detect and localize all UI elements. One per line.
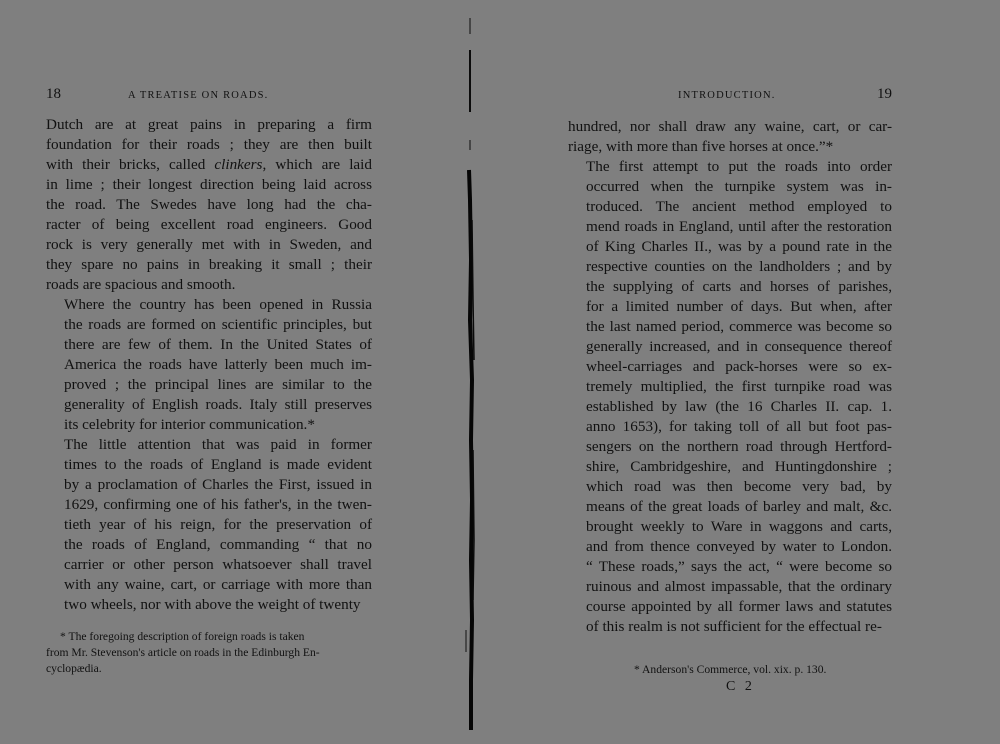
text-line: anno 1653), for taking toll of all but foot pas- <box>586 418 892 435</box>
running-head: A TREATISE ON ROADS. <box>128 90 269 101</box>
text-line: carrier or other person whatsoever shall travel <box>64 556 372 573</box>
text-line: hundred, nor shall draw any waine, cart, or car- <box>568 118 892 135</box>
text-line: the supplying of carts and horses of parishes, <box>586 278 892 295</box>
running-head: INTRODUCTION. <box>678 90 776 101</box>
text-line: by a proclamation of Charles the First, issued in <box>64 476 372 493</box>
text-line: proved ; the principal lines are similar to the <box>64 376 372 393</box>
text-line: sengers on the northern road through Hertford- <box>586 438 892 455</box>
text-line: the roads of England, commanding “ that no <box>64 536 372 553</box>
text-line: established by law (the 16 Charles II. cap. 1. <box>586 398 892 415</box>
text-line: America the roads have latterly been much im- <box>64 356 372 373</box>
text-line: with their bricks, called clinkers, which are laid <box>46 156 372 173</box>
text-line: riage, with more than five horses at once.”* <box>568 138 834 155</box>
text-line: and from thence conveyed by water to London. <box>586 538 892 555</box>
signature-mark: C 2 <box>726 679 755 694</box>
text-line: The little attention that was paid in former <box>64 436 372 453</box>
text-line: racter of being excellent road engineers. Good <box>46 216 372 233</box>
left-footnote <box>46 629 372 677</box>
footnote-line: cyclopædia. <box>46 662 102 675</box>
text-line: “ These roads,” says the act, “ were become so <box>586 558 892 575</box>
text-line: they spare no pains in breaking it small ; their <box>46 256 372 273</box>
text-line: two wheels, nor with above the weight of twenty <box>64 596 361 613</box>
text-line: for a limited number of days. But when, after <box>586 298 892 315</box>
text-line: The first attempt to put the roads into order <box>586 158 892 175</box>
text-line: ruinous and almost impassable, that the ordinary <box>586 578 892 595</box>
right-footnote <box>620 662 892 678</box>
text-line: tieth year of his reign, for the preservation of <box>64 516 372 533</box>
text-line: occurred when the turnpike system was in- <box>586 178 892 195</box>
paragraph <box>46 295 372 435</box>
left-page-body <box>46 115 372 615</box>
footnote-line: from Mr. Stevenson's article on roads in the Edinburgh En- <box>46 646 320 659</box>
text-line: of King Charles II., was by a pound rate in the <box>586 238 892 255</box>
text-line: there are few of them. In the United States of <box>64 336 372 353</box>
text-line: generally increased, and in consequence thereof <box>586 338 892 355</box>
text-line: of this realm is not sufficient for the effectual re- <box>586 618 882 635</box>
text-line: 1629, confirming one of his father's, in the twen- <box>64 496 372 513</box>
text-line: mend roads in England, until after the restoration <box>586 218 892 235</box>
text-line: its celebrity for interior communication.* <box>64 416 315 433</box>
text-line: the last named period, commerce was become so <box>586 318 892 335</box>
text-line: means of the great loads of barley and malt, &c. <box>586 498 892 515</box>
left-page-header <box>46 86 372 104</box>
text-line: wheel-carriages and pack-horses were so ex- <box>586 358 892 375</box>
paragraph <box>568 117 892 157</box>
text-line: generality of English roads. Italy still preserves <box>64 396 372 413</box>
text-line: rock is very generally met with in Sweden, and <box>46 236 372 253</box>
page-number: 18 <box>46 86 61 102</box>
paragraph <box>46 115 372 295</box>
text-line: troduced. The ancient method employed to <box>586 198 892 215</box>
text-line: brought weekly to Ware in waggons and carts, <box>586 518 892 535</box>
right-page-body <box>568 117 892 637</box>
text-line: respective counties on the landholders ; and by <box>586 258 892 275</box>
paragraph <box>46 435 372 615</box>
text-line: Dutch are at great pains in preparing a firm <box>46 116 372 133</box>
text-line: shire, Cambridgeshire, and Huntingdonshire ; <box>586 458 892 475</box>
text-line: tremely multiplied, the first turnpike road was <box>586 378 892 395</box>
text-line: the roads are formed on scientific principles, but <box>64 316 372 333</box>
footnote-line: * The foregoing description of foreign roads is taken <box>60 630 305 643</box>
paragraph <box>568 157 892 637</box>
text-line: Where the country has been opened in Russia <box>64 296 372 313</box>
text-line: roads are spacious and smooth. <box>46 276 236 293</box>
right-page <box>568 0 892 744</box>
text-line: which road was then become very bad, by <box>586 478 892 495</box>
text-line: times to the roads of England is made evident <box>64 456 372 473</box>
right-page-header <box>568 86 892 104</box>
text-line: course appointed by all former laws and statutes <box>586 598 892 615</box>
text-line: foundation for their roads ; they are then built <box>46 136 372 153</box>
page-number: 19 <box>877 86 892 102</box>
text-line: in lime ; their longest direction being laid across <box>46 176 372 193</box>
left-page <box>46 0 372 744</box>
footnote-line: * Anderson's Commerce, vol. xix. p. 130. <box>634 663 827 676</box>
book-gutter <box>462 0 482 744</box>
text-line: with any waine, cart, or carriage with more than <box>64 576 372 593</box>
text-line: the road. The Swedes have long had the cha- <box>46 196 372 213</box>
